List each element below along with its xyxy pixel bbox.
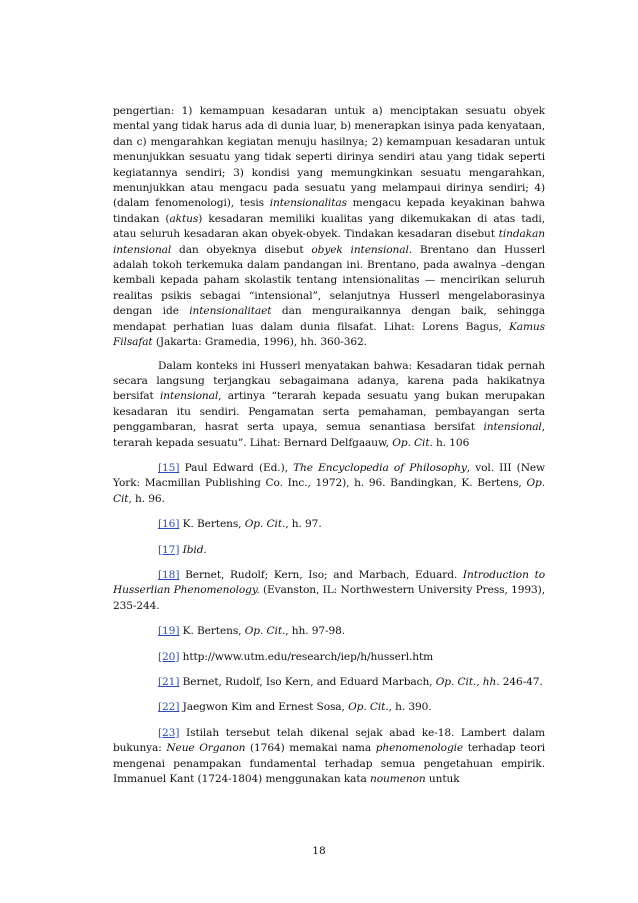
italic-term: Op. Cit (113, 477, 545, 505)
footnote-link-18[interactable]: [18] (158, 568, 180, 581)
italic-term: Ibid. (182, 543, 207, 556)
italic-term: intensional (159, 390, 219, 403)
text-run: , hh. 97-98. (285, 625, 346, 638)
text-run: , h. 96. (128, 492, 165, 505)
italic-term: Op. Cit. (244, 518, 286, 531)
footnote-18 (113, 568, 545, 614)
text-run: 246-47. (499, 676, 543, 688)
text-run: h. 390. (391, 701, 432, 714)
page-body (113, 104, 545, 787)
footnote-link-20[interactable]: [20] (158, 650, 180, 663)
footnote-link-23[interactable]: [23] (158, 726, 180, 739)
italic-term: intensionalitaet (189, 305, 272, 318)
text-run: K. Bertens, (179, 518, 245, 531)
text-run: Bernet, Rudolf, Iso Kern, and Eduard Marbach, (179, 676, 436, 688)
italic-term: tindakan intensional (113, 228, 545, 256)
italic-term: Op. Cit (392, 436, 430, 449)
text-run: Jaegwon Kim and Ernest Sosa, (179, 701, 349, 714)
text-run: K. Bertens, (179, 625, 245, 638)
footnote-link-16[interactable]: [16] (158, 518, 180, 531)
text-run: (Jakarta: Gramedia, 1996), hh. 360-362. (152, 336, 367, 349)
text-run: untuk (425, 773, 460, 786)
footnote-link-19[interactable]: [19] (158, 625, 180, 638)
footnote-22 (113, 700, 545, 715)
text-run: terhadap teori mengenai penampakan fundamental terhadap semua pengetahuan empirik. Immanuel Kant (1724-1804) menggunakan kata (113, 742, 545, 786)
text-run: Bernet, Rudolf; Kern, Iso; and Marbach, Eduard. (179, 568, 463, 581)
text-run: dan obyeknya disebut (171, 243, 312, 256)
page-number: 18 (312, 845, 326, 857)
italic-title: Kamus Filsafat (113, 320, 545, 349)
footnote-21 (113, 675, 545, 690)
text-run: pengertian: 1) kemampuan kesadaran untuk a) menciptakan sesuatu obyek mental yang tidak harus ada di dunia luar, b) menerapkan isinya pada kenyataan, dan c) mengarahkan kegiatan menuju hasilnya; 2) kemampuan kesadaran untuk menunjukkan sesuatu yang tidak seperti dirinya sendiri atau yang tidak seperti kegiatannya sendiri; 3) kondisi yang memungkinkan sesuatu mengarahkan, menunjukkan atau mengacu pada sesuatu yang melampaui dirinya sendiri; 4) (dalam fenomenologi), tesis (113, 105, 545, 210)
italic-term: obyek intensional (311, 243, 409, 256)
text-run: Paul Edward (Ed.), (179, 461, 294, 474)
italic-term: intensional (483, 421, 542, 434)
text-run: Dalam konteks ini Husserl menyatakan bahwa: Kesadaran tidak pernah secara langsung terjangkau sebagaimana adanya, karena pada hakikatnya bersifat (113, 359, 545, 403)
italic-term: Op. Cit., hh. (435, 676, 500, 688)
text-run: . h. 106 (429, 436, 470, 449)
url-text: http://www.utm.edu/research/iep/h/husserl.htm (179, 650, 434, 663)
italic-term: noumenon (370, 773, 426, 786)
footnote-link-17[interactable]: [17] (158, 543, 180, 556)
footnote-continuation (113, 104, 545, 351)
footnote-15 (113, 461, 545, 507)
italic-title: The Encyclopedia of Philosophy (293, 461, 467, 474)
text-run: Istilah tersebut telah dikenal sejak abad ke-18. Lambert dalam bukunya: (113, 726, 545, 755)
footnote-19 (113, 624, 545, 639)
text-run: . Brentano dan Husserl adalah tokoh terkemuka dalam pandangan ini. Brentano, pada awalnya –dengan kembali kepada paham skolastik tentang intensionalitas — mencirikan seluruh realitas psikis sebagai “intensional”, selanjutnya Husserl mengelaborasinya dengan ide (113, 243, 546, 318)
italic-term: Op. Cit., (348, 701, 392, 714)
italic-term: aktus (169, 212, 199, 225)
text-run: , h. 97. (285, 518, 322, 531)
italic-term: Op. Cit. (244, 625, 286, 638)
footnote-link-22[interactable]: [22] (158, 701, 180, 714)
italic-term: phenomenologie (375, 742, 464, 755)
text-run: dan menguraikannya dengan baik, sehingga mendapat perhatian luas dalam dunia filsafat. Lihat: Lorens Bagus, (113, 305, 545, 333)
text-run: (1764) memakai nama (245, 742, 376, 755)
text-run: , vol. III (New York: Macmillan Publishing Co. Inc., 1972), h. 96. Bandingkan, K. Bertens, (113, 461, 545, 490)
text-run: , artinya “terarah kepada sesuatu yang bukan merupakan kesadaran itu sendiri. Pengamatan serta pemahaman, pembayangan serta penggambaran, hasrat serta upaya, semua senantiasa bersifat (113, 390, 545, 434)
text-run: (Evanston, IL: Northwestern University Press, 1993), 235-244. (113, 584, 545, 612)
italic-title: Neue Organon (166, 742, 246, 755)
footnote-17 (113, 543, 545, 558)
footnote-23 (113, 726, 545, 788)
italic-title: Introduction to Husserlian Phenomenology. (113, 568, 546, 597)
footnote-link-15[interactable]: [15] (158, 461, 180, 474)
text-run: , terarah kepada sesuatu”. Lihat: Bernard Delfgaauw, (113, 421, 545, 449)
italic-term: intensionalitas (269, 197, 347, 210)
footnote-paragraph (113, 359, 545, 451)
footnote-16 (113, 517, 545, 532)
text-run: ) kesadaran memiliki kualitas yang dikemukakan di atas tadi, atau seluruh kesadaran akan obyek-obyek. Tindakan kesadaran disebut (113, 212, 545, 241)
footnote-20 (113, 650, 545, 665)
text-run: mengacu kepada keyakinan bahwa tindakan ( (113, 197, 545, 225)
footnote-link-21[interactable]: [21] (158, 676, 180, 688)
